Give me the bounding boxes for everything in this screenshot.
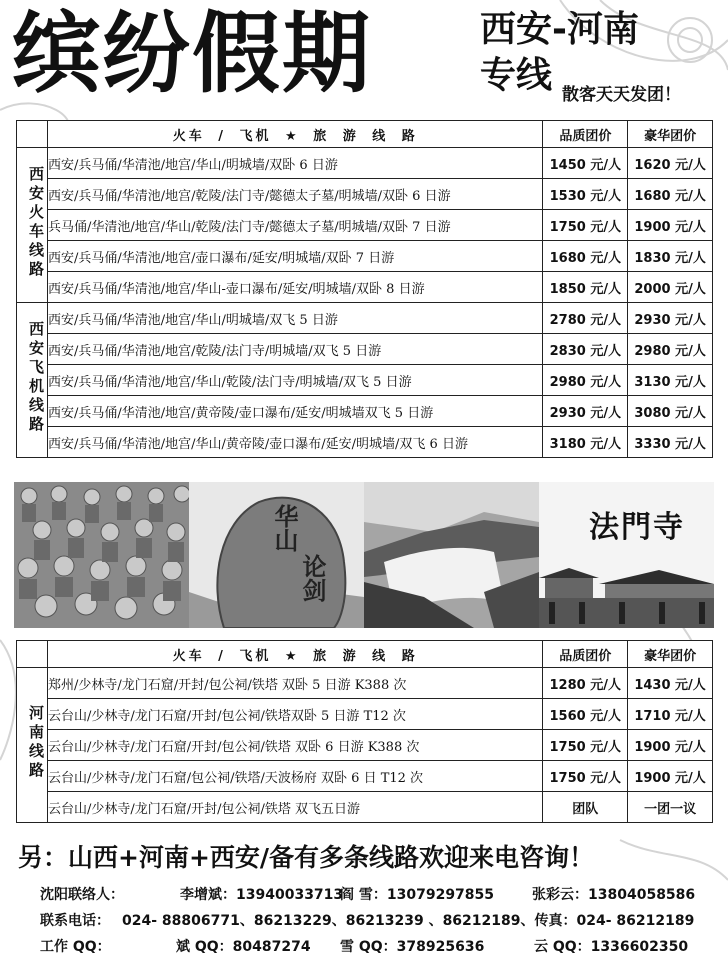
- quality-price-cell: 1450 元/人: [543, 148, 628, 179]
- daily-departure-label: 散客天天发团！: [562, 85, 681, 105]
- contact-label: 沈阳联络人：: [40, 887, 124, 903]
- luxury-price-cell: 3330 元/人: [628, 427, 713, 458]
- phone-numbers: 024- 88806771、86213229、86213239 、86212189、传真：024- 86212189: [122, 913, 695, 929]
- quality-price-cell: 1850 元/人: [543, 272, 628, 303]
- quality-price-cell: 2930 元/人: [543, 396, 628, 427]
- qq-xue: 雪 QQ：378925636: [340, 939, 485, 955]
- table-row: [17, 334, 713, 365]
- quality-price-cell: 团队: [543, 792, 628, 823]
- extra-routes-banner: 另：山西+河南+西安/备有多条线路欢迎来电咨询！: [18, 843, 595, 872]
- route-cell: 兵马俑/华清池/地宫/华山/乾陵/法门寺/懿德太子墓/明城墙/双卧 7 日游: [48, 210, 543, 241]
- route-cell: 西安/兵马俑/华清池/地宫/华山-壶口瀑布/延安/明城墙/双卧 8 日游: [48, 272, 543, 303]
- luxury-price-cell: 一团一议: [628, 792, 713, 823]
- quality-price-cell: 1750 元/人: [543, 761, 628, 792]
- table-row: [17, 668, 713, 699]
- famen-temple-photo: [539, 482, 714, 628]
- xian-routes-table: [16, 120, 713, 458]
- route-cell: 西安/兵马俑/华清池/地宫/黄帝陵/壶口瀑布/延安/明城墙双飞 5 日游: [48, 396, 543, 427]
- route-cell: 郑州/少林寺/龙门石窟/开封/包公祠/铁塔 双卧 5 日游 K388 次: [48, 668, 543, 699]
- quality-price-cell: 2830 元/人: [543, 334, 628, 365]
- header-blank: [17, 121, 48, 148]
- luxury-price-cell: 1900 元/人: [628, 210, 713, 241]
- table-header-row: [17, 121, 713, 148]
- table-row: [17, 365, 713, 396]
- header-route: 火车 / 飞机 ★ 旅 游 线 路: [48, 121, 543, 148]
- luxury-price-cell: 1430 元/人: [628, 668, 713, 699]
- table-row: [17, 272, 713, 303]
- quality-price-cell: 1680 元/人: [543, 241, 628, 272]
- quality-price-cell: 1530 元/人: [543, 179, 628, 210]
- destination-label: 西安-河南: [480, 9, 639, 50]
- luxury-price-cell: 1710 元/人: [628, 699, 713, 730]
- table-row: [17, 792, 713, 823]
- quality-price-cell: 1560 元/人: [543, 699, 628, 730]
- quality-price-cell: 1750 元/人: [543, 210, 628, 241]
- qq-bin: 斌 QQ：80487274: [176, 939, 311, 955]
- terracotta-warriors-image: [14, 482, 189, 628]
- luxury-price-cell: 2980 元/人: [628, 334, 713, 365]
- qq-yun: 云 QQ：1336602350: [534, 939, 689, 955]
- quality-price-cell: 2980 元/人: [543, 365, 628, 396]
- table-row: [17, 427, 713, 458]
- photo-strip: [14, 482, 714, 628]
- group-label-cell: [17, 303, 48, 458]
- phone-label: 联系电话：: [40, 913, 110, 929]
- table-row: [17, 179, 713, 210]
- luxury-price-cell: 3130 元/人: [628, 365, 713, 396]
- header-luxury-price: 豪华团价: [628, 121, 713, 148]
- huashan-inscription-2: 论剑: [298, 554, 327, 602]
- table-row: [17, 210, 713, 241]
- luxury-price-cell: 1900 元/人: [628, 730, 713, 761]
- xian-plane-group-label: 西安飞机线路: [27, 321, 45, 435]
- header-luxury-price: 豪华团价: [628, 641, 713, 668]
- route-cell: 云台山/少林寺/龙门石窟/开封/包公祠/铁塔双卧 5 日游 T12 次: [48, 699, 543, 730]
- header-quality-price: 品质团价: [543, 121, 628, 148]
- route-cell: 西安/兵马俑/华清池/地宫/华山/明城墙/双卧 6 日游: [48, 148, 543, 179]
- luxury-price-cell: 2930 元/人: [628, 303, 713, 334]
- route-cell: 云台山/少林寺/龙门石窟/开封/包公祠/铁塔 双飞五日游: [48, 792, 543, 823]
- luxury-price-cell: 1680 元/人: [628, 179, 713, 210]
- contact-zhang: 张彩云：13804058586: [532, 887, 696, 903]
- quality-price-cell: 1280 元/人: [543, 668, 628, 699]
- luxury-price-cell: 1620 元/人: [628, 148, 713, 179]
- route-cell: 西安/兵马俑/华清池/地宫/乾陵/法门寺/明城墙/双飞 5 日游: [48, 334, 543, 365]
- route-cell: 云台山/少林寺/龙门石窟/包公祠/铁塔/天波杨府 双卧 6 日 T12 次: [48, 761, 543, 792]
- qq-label: 工作 QQ：: [40, 939, 111, 955]
- henan-group-label: 河南线路: [27, 705, 45, 781]
- huashan-rock-photo: [189, 482, 364, 628]
- group-label-cell: [17, 148, 48, 303]
- henan-routes-table: [16, 640, 713, 823]
- contact-li: 李增斌：13940033713: [180, 887, 344, 903]
- hukou-waterfall-image: [364, 482, 539, 628]
- header-quality-price: 品质团价: [543, 641, 628, 668]
- route-cell: 西安/兵马俑/华清池/地宫/壶口瀑布/延安/明城墙/双卧 7 日游: [48, 241, 543, 272]
- contact-yan: 阎 雪：13079297855: [340, 887, 495, 903]
- route-cell: 西安/兵马俑/华清池/地宫/华山/黄帝陵/壶口瀑布/延安/明城墙/双飞 6 日游: [48, 427, 543, 458]
- route-cell: 西安/兵马俑/华清池/地宫/华山/明城墙/双飞 5 日游: [48, 303, 543, 334]
- special-line-label: 专线: [480, 55, 553, 96]
- luxury-price-cell: 3080 元/人: [628, 396, 713, 427]
- luxury-price-cell: 1830 元/人: [628, 241, 713, 272]
- table-row: [17, 396, 713, 427]
- terracotta-warriors-photo: [14, 482, 189, 628]
- header-route: 火车 / 飞机 ★ 旅 游 线 路: [48, 641, 543, 668]
- table-header-row: [17, 641, 713, 668]
- xian-train-group-label: 西安火车线路: [27, 166, 45, 280]
- table-row: [17, 148, 713, 179]
- table-row: [17, 303, 713, 334]
- group-label-cell: [17, 668, 48, 823]
- table-row: [17, 699, 713, 730]
- headline-title: 缤纷假期: [12, 2, 373, 105]
- route-cell: 西安/兵马俑/华清池/地宫/华山/乾陵/法门寺/明城墙/双飞 5 日游: [48, 365, 543, 396]
- huashan-inscription-1: 华山: [270, 504, 299, 552]
- table-row: [17, 241, 713, 272]
- table-row: [17, 761, 713, 792]
- luxury-price-cell: 2000 元/人: [628, 272, 713, 303]
- hukou-waterfall-photo: [364, 482, 539, 628]
- luxury-price-cell: 1900 元/人: [628, 761, 713, 792]
- route-cell: 云台山/少林寺/龙门石窟/开封/包公祠/铁塔 双卧 6 日游 K388 次: [48, 730, 543, 761]
- quality-price-cell: 3180 元/人: [543, 427, 628, 458]
- quality-price-cell: 2780 元/人: [543, 303, 628, 334]
- famen-temple-calligraphy: 法門寺: [589, 510, 685, 545]
- header-blank: [17, 641, 48, 668]
- route-cell: 西安/兵马俑/华清池/地宫/乾陵/法门寺/懿德太子墓/明城墙/双卧 6 日游: [48, 179, 543, 210]
- quality-price-cell: 1750 元/人: [543, 730, 628, 761]
- table-row: [17, 730, 713, 761]
